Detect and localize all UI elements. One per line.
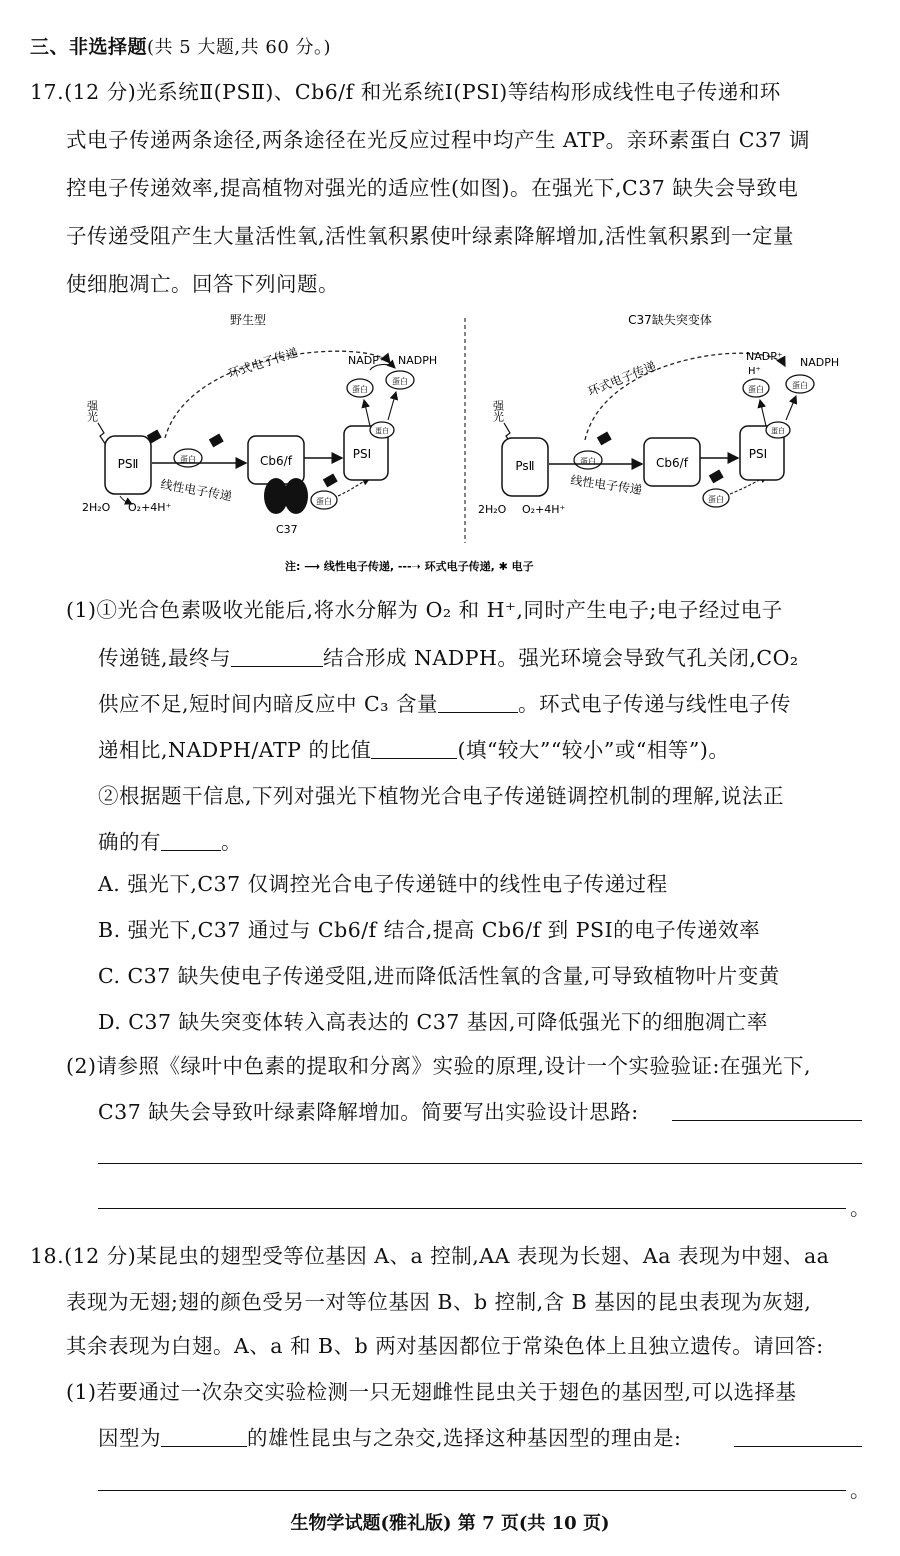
- left-psii-label: PSⅡ: [117, 457, 139, 471]
- q17-stem-line3: 控电子传递效率,提高植物对强光的适应性(如图)。在强光下,C37 缺失会导致电: [66, 176, 799, 200]
- q17-p1-line1: [66, 600, 783, 621]
- q18-p1-text2a: 因型为: [98, 1426, 161, 1450]
- q17-p1-text2a: 传递链,最终与: [98, 646, 232, 670]
- right-linear-label: 线性电子传递: [569, 473, 643, 497]
- q17-p1-text3b: 。环式电子传递与线性电子传: [517, 692, 791, 716]
- c37-protein-shape: [284, 478, 308, 514]
- q17-p1-text6a: 确的有: [98, 830, 161, 854]
- left-psi-up-arrow: [388, 392, 396, 420]
- q17-p1-line6: [98, 832, 242, 853]
- section-title: 三、非选择题: [30, 36, 148, 58]
- right-cb6f-label: Cb6/f: [656, 456, 688, 470]
- protein-label: 蛋白: [792, 381, 808, 390]
- q17-stem-line1: [30, 82, 781, 103]
- q17-stem-line2: 式电子传递两条途径,两条途径在光反应过程中均产生 ATP。亲环素蛋白 C37 调: [66, 128, 810, 152]
- q17-option-b[interactable]: B. 强光下,C37 通过与 Cb6/f 结合,提高 Cb6/f 到 PSⅠ的电子传递效率: [98, 918, 761, 942]
- right-panel-title: C37缺失突变体: [628, 313, 712, 327]
- answer-blank[interactable]: [98, 1163, 862, 1164]
- q17-number: 17.: [30, 80, 65, 104]
- answer-blank[interactable]: [672, 1120, 862, 1121]
- q18-end: 。: [850, 1478, 870, 1502]
- q17-p2-line1: (2)请参照《绿叶中色素的提取和分离》实验的原理,设计一个实验验证:在强光下,: [66, 1054, 811, 1078]
- q17-stem-line4: 子传递受阻产生大量活性氧,活性氧积累使叶绿素降解增加,活性氧积累到一定量: [66, 224, 795, 248]
- page-footer: 生物学试题(雅礼版) 第 7 页(共 10 页): [290, 1513, 610, 1534]
- left-panel-title: 野生型: [229, 313, 267, 327]
- left-oxygen-label: O₂+4H⁺: [128, 501, 172, 514]
- q17-stem-text1: 光系统Ⅱ(PSⅡ)、Cb6/f 和光系统Ⅰ(PSⅠ)等结构形成线性电子传递和环: [136, 80, 781, 104]
- q18-line3: 其余表现为白翅。A、a 和 B、b 两对基因都位于常染色体上且独立遗传。请回答:: [66, 1334, 824, 1358]
- right-psi-up-arrow: [760, 400, 766, 426]
- q18-text1: 某昆虫的翅型受等位基因 A、a 控制,AA 表现为长翅、Aa 表现为中翅、aa: [136, 1244, 830, 1268]
- q17-p1-line4: [98, 740, 729, 761]
- left-cyclic-label: 环式电子传递: [226, 345, 300, 381]
- right-nadp-label: NADP⁺: [746, 350, 783, 363]
- right-water-label: 2H₂O: [478, 503, 507, 516]
- left-nadph-label: NADPH: [398, 354, 438, 367]
- answer-blank[interactable]: [734, 1446, 862, 1447]
- q17-points: (12 分): [64, 80, 137, 104]
- left-psi-label: PSⅠ: [352, 447, 372, 461]
- protein-label: 蛋白: [316, 497, 332, 506]
- electron-icon: [323, 474, 338, 488]
- right-cyclic-label: 环式电子传递: [585, 358, 658, 399]
- electron-icon: [597, 432, 612, 446]
- c37-label: C37: [276, 523, 298, 536]
- left-psi-up-arrow: [364, 400, 370, 426]
- q17-p1-text3a: 供应不足,短时间内暗反应中 C₃ 含量: [98, 692, 438, 716]
- q17-p1-label: (1): [66, 598, 97, 622]
- right-psii-label: PsⅡ: [515, 459, 535, 473]
- right-psi-up-arrow: [786, 396, 796, 420]
- q18-line2: 表现为无翅;翅的颜色受另一对等位基因 B、b 控制,含 B 基因的昆虫表现为灰翅,: [66, 1290, 812, 1314]
- right-psi-label: PSⅠ: [748, 447, 768, 461]
- figure-note: 注: ⟶ 线性电子传递, ‑‑‑➝ 环式电子传递, ✱ 电子: [285, 560, 534, 573]
- q17-p1-text2b: 结合形成 NADPH。强光环境会导致气孔关闭,CO₂: [323, 646, 799, 670]
- q18-p1-text2b: 的雄性昆虫与之杂交,选择这种基因型的理由是:: [247, 1426, 682, 1450]
- right-nadph-label: NADPH: [800, 356, 840, 369]
- q18-points: (12 分): [64, 1244, 137, 1268]
- right-h-label: H⁺: [748, 366, 761, 377]
- left-linear-label: 线性电子传递: [159, 477, 233, 504]
- right-oxygen-label: O₂+4H⁺: [522, 503, 566, 516]
- q17-p2-end: 。: [850, 1196, 870, 1220]
- left-cb6f-label: Cb6/f: [260, 454, 292, 468]
- electron-icon: [209, 434, 224, 448]
- section-note: (共 5 大题,共 60 分。): [147, 37, 332, 58]
- answer-blank[interactable]: [98, 1490, 846, 1491]
- protein-label: 蛋白: [708, 495, 724, 504]
- q17-p1-text1: ①光合色素吸收光能后,将水分解为 O₂ 和 H⁺,同时产生电子;电子经过电子: [96, 598, 783, 622]
- q17-p1-line3: [98, 694, 791, 715]
- q17-p1-line2: [98, 648, 799, 669]
- q17-p1-line5: ②根据题干信息,下列对强光下植物光合电子传递链调控机制的理解,说法正: [98, 784, 785, 808]
- answer-blank[interactable]: [231, 648, 323, 667]
- protein-label: 蛋白: [748, 385, 764, 394]
- protein-label: 蛋白: [375, 427, 389, 435]
- left-strong-light-label: 强光: [85, 400, 99, 422]
- q18-number: 18.: [30, 1244, 65, 1268]
- q17-stem-line5: 使细胞凋亡。回答下列问题。: [66, 272, 339, 296]
- answer-blank[interactable]: [371, 740, 457, 759]
- answer-blank[interactable]: [161, 1428, 247, 1447]
- right-strong-light-label: 强光: [491, 400, 505, 422]
- q18-p1-line1: (1)若要通过一次杂交实验检测一只无翅雌性昆虫关于翅色的基因型,可以选择基: [66, 1380, 797, 1404]
- q17-option-d[interactable]: D. C37 缺失突变体转入高表达的 C37 基因,可降低强光下的细胞凋亡率: [98, 1010, 768, 1034]
- protein-label: 蛋白: [771, 427, 785, 435]
- left-water-label: 2H₂O: [82, 501, 111, 514]
- q17-option-a[interactable]: A. 强光下,C37 仅调控光合电子传递链中的线性电子传递过程: [98, 872, 668, 896]
- answer-blank[interactable]: [98, 1208, 846, 1209]
- section-header: [30, 36, 331, 57]
- left-nadp-label: NADP⁺: [348, 354, 385, 367]
- answer-blank[interactable]: [438, 694, 518, 713]
- answer-blank[interactable]: [161, 832, 221, 851]
- electron-icon: [709, 470, 724, 484]
- protein-label: 蛋白: [392, 377, 408, 386]
- protein-label: 蛋白: [580, 457, 596, 466]
- electron-transport-figure: [70, 308, 870, 580]
- protein-label: 蛋白: [180, 455, 196, 464]
- q17-p1-text6b: 。: [221, 830, 242, 854]
- q17-p1-text4b: (填“较大”“较小”或“相等”)。: [457, 738, 730, 762]
- protein-label: 蛋白: [352, 385, 368, 394]
- q18-p1-line2: [98, 1428, 681, 1449]
- q18-line1: [30, 1246, 829, 1267]
- q17-p1-text4a: 递相比,NADPH/ATP 的比值: [98, 738, 372, 762]
- q17-p2-line2: C37 缺失会导致叶绿素降解增加。简要写出实验设计思路:: [98, 1100, 639, 1124]
- q17-option-c[interactable]: C. C37 缺失使电子传递受阻,进而降低活性氧的含量,可导致植物叶片变黄: [98, 964, 780, 988]
